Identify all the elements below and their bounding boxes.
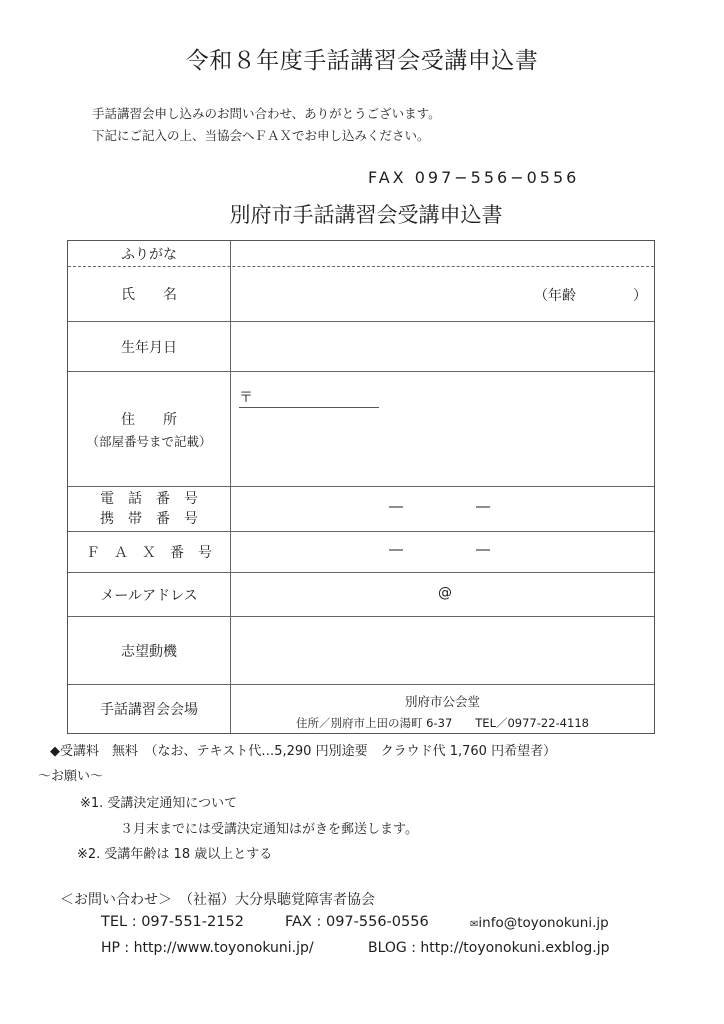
birthdate-field[interactable] bbox=[231, 322, 654, 371]
email-label bbox=[68, 573, 230, 616]
age-open-label: （年齢 bbox=[534, 288, 576, 304]
envelope-icon: ✉ bbox=[470, 919, 479, 930]
request-heading: ～お願い～ bbox=[38, 769, 104, 784]
address-label bbox=[68, 372, 230, 486]
motivation-label-text: 志望動機 bbox=[121, 643, 177, 660]
fee-note: ◆受講料 無料 （なお、テキスト代…5,290 円別途要 クラウド代 1,760 円希望者） bbox=[50, 744, 557, 759]
note-1: ※1. 受講決定通知について bbox=[80, 796, 238, 811]
contact-fax: FAX : 097-556-0556 bbox=[285, 914, 429, 930]
fax-label-text: Ｆ Ａ Ｘ 番 号 bbox=[86, 545, 212, 561]
postal-code-field[interactable] bbox=[239, 387, 379, 408]
application-form-table bbox=[67, 240, 655, 734]
contact-heading: ＜お問い合わせ＞ （社福）大分県聴覚障害者協会 bbox=[60, 892, 375, 908]
phone-field[interactable] bbox=[231, 487, 654, 531]
venue-label bbox=[68, 685, 230, 733]
fax-label bbox=[68, 532, 230, 572]
intro-line-1: 手話講習会申し込みのお問い合わせ、ありがとうございます。 bbox=[92, 106, 441, 121]
venue-info bbox=[231, 685, 654, 733]
mobile-label-text: 携 帯 番 号 bbox=[100, 511, 198, 527]
motivation-field[interactable] bbox=[231, 617, 654, 684]
contact-email-text[interactable]: info@toyonokuni.jp bbox=[478, 915, 609, 931]
fax-dash-2: ― bbox=[476, 542, 490, 558]
note-2: ※2. 受講年齢は 18 歳以上とする bbox=[77, 847, 273, 862]
furigana-label-text: ふりがな bbox=[121, 246, 177, 263]
address-note: （部屋番号まで記載） bbox=[86, 433, 212, 449]
contact-email[interactable] bbox=[470, 915, 609, 931]
venue-address: 住所／別府市上田の湯町 6-37 TEL／0977-22-4118 bbox=[296, 716, 589, 730]
phone-label bbox=[68, 487, 230, 531]
address-field[interactable] bbox=[231, 372, 654, 486]
phone-label-text: 電 話 番 号 bbox=[100, 491, 198, 507]
form-title: 別府市手話講習会受講申込書 bbox=[229, 203, 503, 227]
note-1-detail: ３月末までには受講決定通知はがきを郵送します。 bbox=[120, 822, 418, 837]
name-label bbox=[68, 267, 230, 321]
fax-number-header: FAX 097−556−0556 bbox=[368, 168, 580, 187]
at-sign: @ bbox=[438, 585, 452, 601]
contact-blog[interactable]: BLOG : http://toyonokuni.exblog.jp bbox=[368, 940, 610, 956]
email-label-text: メールアドレス bbox=[100, 587, 198, 604]
name-label-text: 氏 名 bbox=[121, 287, 177, 303]
name-field[interactable] bbox=[231, 267, 654, 321]
fax-dash-1: ― bbox=[389, 542, 403, 558]
venue-label-text: 手話講習会会場 bbox=[100, 702, 198, 718]
furigana-field[interactable] bbox=[231, 241, 654, 266]
intro-line-2: 下記にご記入の上、当協会へＦＡＸでお申し込みください。 bbox=[92, 128, 430, 143]
postal-mark-icon: 〒 bbox=[239, 390, 253, 406]
venue-name: 別府市公会堂 bbox=[404, 694, 480, 709]
email-field[interactable] bbox=[231, 573, 654, 616]
contact-hp[interactable]: HP : http://www.toyonokuni.jp/ bbox=[101, 940, 314, 956]
birthdate-label-text: 生年月日 bbox=[121, 339, 177, 356]
contact-tel: TEL : 097-551-2152 bbox=[101, 914, 244, 930]
motivation-label bbox=[68, 617, 230, 684]
address-label-text: 住 所 bbox=[121, 411, 177, 428]
furigana-label bbox=[68, 241, 230, 266]
phone-dash-2: ― bbox=[476, 499, 490, 515]
fax-field[interactable] bbox=[231, 532, 654, 572]
phone-dash-1: ― bbox=[389, 499, 403, 515]
age-close-label: ） bbox=[633, 288, 647, 304]
birthdate-label bbox=[68, 322, 230, 371]
document-title: 令和８年度手話講習会受講申込書 bbox=[185, 48, 539, 74]
